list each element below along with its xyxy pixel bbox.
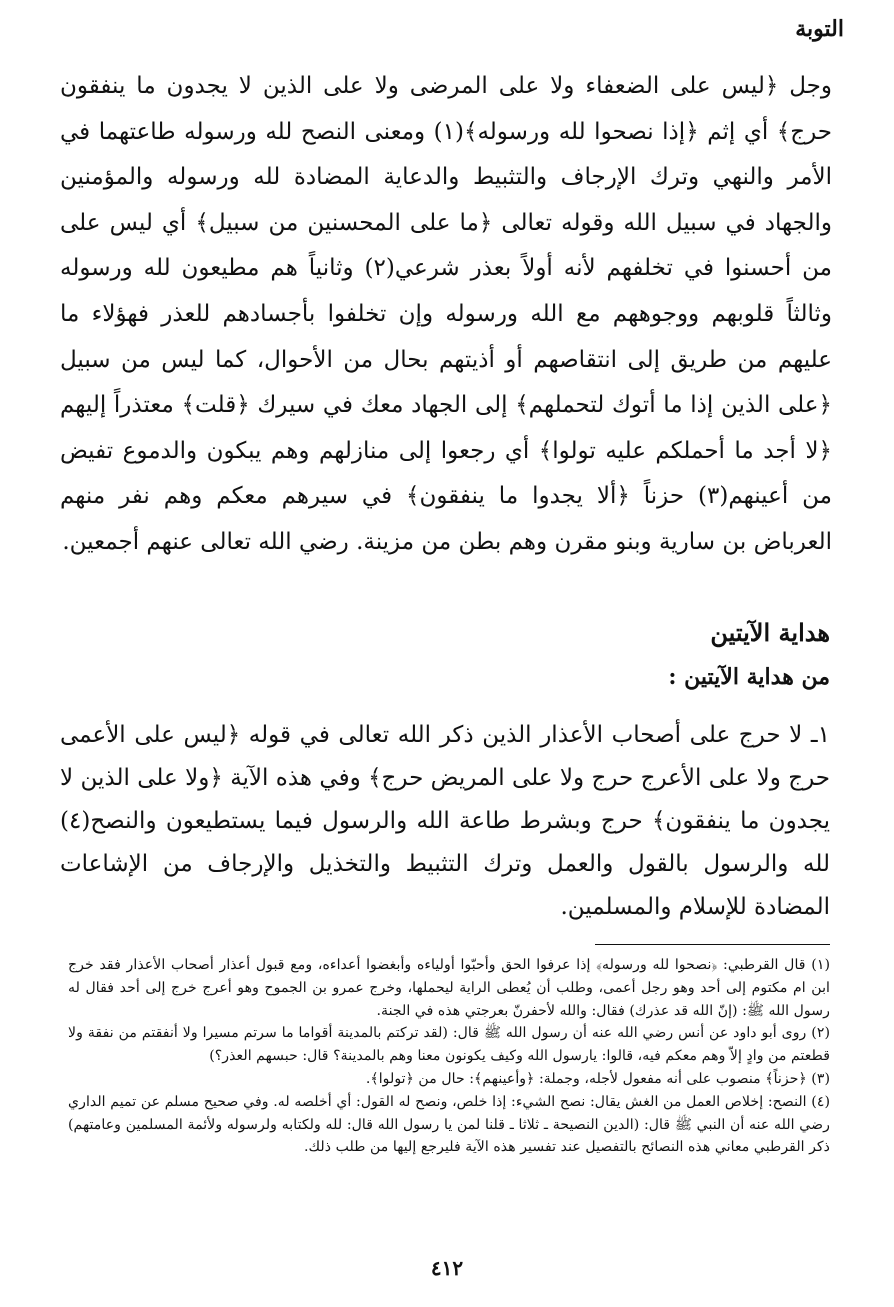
page-number: ٤١٢ xyxy=(430,1256,464,1280)
tafsir-main-text xyxy=(60,64,832,566)
footnote-3: (٣) ﴿حزناً﴾ منصوب على أنه مفعول لأجله، وجملة: ﴿وأعينهم﴾: حال من ﴿تولوا﴾. xyxy=(365,1070,830,1087)
hidaya-list xyxy=(60,714,830,929)
footnote-4: (٤) النصح: إخلاص العمل من الغش يقال: نصح الشيء: إذا خلص، ونصح له القول: أي أخلصه له. وفي صحيح مسلم عن تميم الداري رضي الله عنه أن النبي ﷺ قال: (الدين النصيحة ـ ثلاثا ـ قلنا لمن يا رسول الله قال: لله ولكتابه ولرسوله ولأئمة المسلمين وعامتهم) ذكر القرطبي معاني هذه النصائح بالتفصيل عند تفسير هذه الآية فليرجع إليها من طلب ذلك. xyxy=(68,1093,830,1156)
hidaya-item: ١ـ لا حرج على أصحاب الأعذار الذين ذكر الله تعالى في قوله ﴿ليس على الأعمى حرج ولا على الأعرج حرج ولا على المريض حرج﴾ وفي هذه الآية ﴿ولا على الذين لا يجدون ما ينفقون﴾ حرج وبشرط طاعة الله والرسول فيما يستطيعون والنصح(٤) لله والرسول بالقول والعمل وترك التثبيط والتخذيل والإرجاف من الإشاعات المضادة للإسلام والمسلمين. xyxy=(60,722,830,920)
footnote-2: (٢) روى أبو داود عن أنس رضي الله عنه أن رسول الله ﷺ قال: (لقد تركتم بالمدينة أقواما ما سرتم مسيرا ولا أنفقتم من نفقة ولا قطعتم من وادٍ إلاّ وهم معكم فيه، قالوا: يارسول الله وكيف يكونون معنا وهم بالمدينة؟ قال: حبسهم العذر؟) xyxy=(68,1025,830,1065)
section-subtitle: من هداية الآيتين : xyxy=(668,664,830,690)
tafsir-paragraph: وجل ﴿ليس على الضعفاء ولا على المرضى ولا على الذين لا يجدون ما ينفقون حرج﴾ أي إثم ﴿إذا نصحوا لله ورسوله﴾(١) ومعنى النصح لله ورسوله طاعتهما في الأمر والنهي وترك الإرجاف والتثبيط والدعاية المضادة لله ورسوله والمؤمنين والجهاد في سبيل الله وقوله تعالى ﴿ما على المحسنين من سبيل﴾ أي ليس على من أحسنوا في تخلفهم لأنه أولاً بعذر شرعي(٢) وثانياً هم مطيعون لله ورسوله وثالثاً قلوبهم ووجوههم مع الله ورسوله وإن تخلفوا بأجسادهم للعذر فهؤلاء ما عليهم من طريق إلى انتقاصهم أو أذيتهم بحال من الأحوال، كما ليس من سبيل ﴿على الذين إذا ما أتوك لتحملهم﴾ إلى الجهاد معك في سيرك ﴿قلت﴾ معتذراً إليهم ﴿لا أجد ما أحملكم عليه تولوا﴾ أي رجعوا إلى منازلهم وهم يبكون والدموع تفيض من أعينهم(٣) حزناً ﴿ألا يجدوا ما ينفقون﴾ في سيرهم معكم وهم نفر منهم العرباض بن سارية وبنو مقرن وهم بطن من مزينة. رضي الله تعالى عنهم أجمعين. xyxy=(60,73,833,555)
running-header-surah-title: التوبة xyxy=(795,16,844,42)
footnote-separator xyxy=(595,944,830,945)
section-title: هداية الآيتين xyxy=(710,618,830,647)
footnote-1: (١) قال القرطبي: ﴿نصحوا لله ورسوله﴾ إذا عرفوا الحق وأحبّوا أولياءه وأبغضوا أعداءه، ومع قبول أعذار أصحاب الأعذار فقد خرج ابن ام مكتوم إلى أحد وهو رجل أعمى، وطلب أن يُعطى الراية ليحملها، وخرج عمرو بن الجموح وهو أعرج خرج إلى أحد فقال له رسول الله ﷺ: (إنّ الله قد عذرك) فقال: والله لأحفرنّ بعرجتي هذه في الجنة. xyxy=(68,957,830,1019)
footnotes xyxy=(68,954,830,1159)
